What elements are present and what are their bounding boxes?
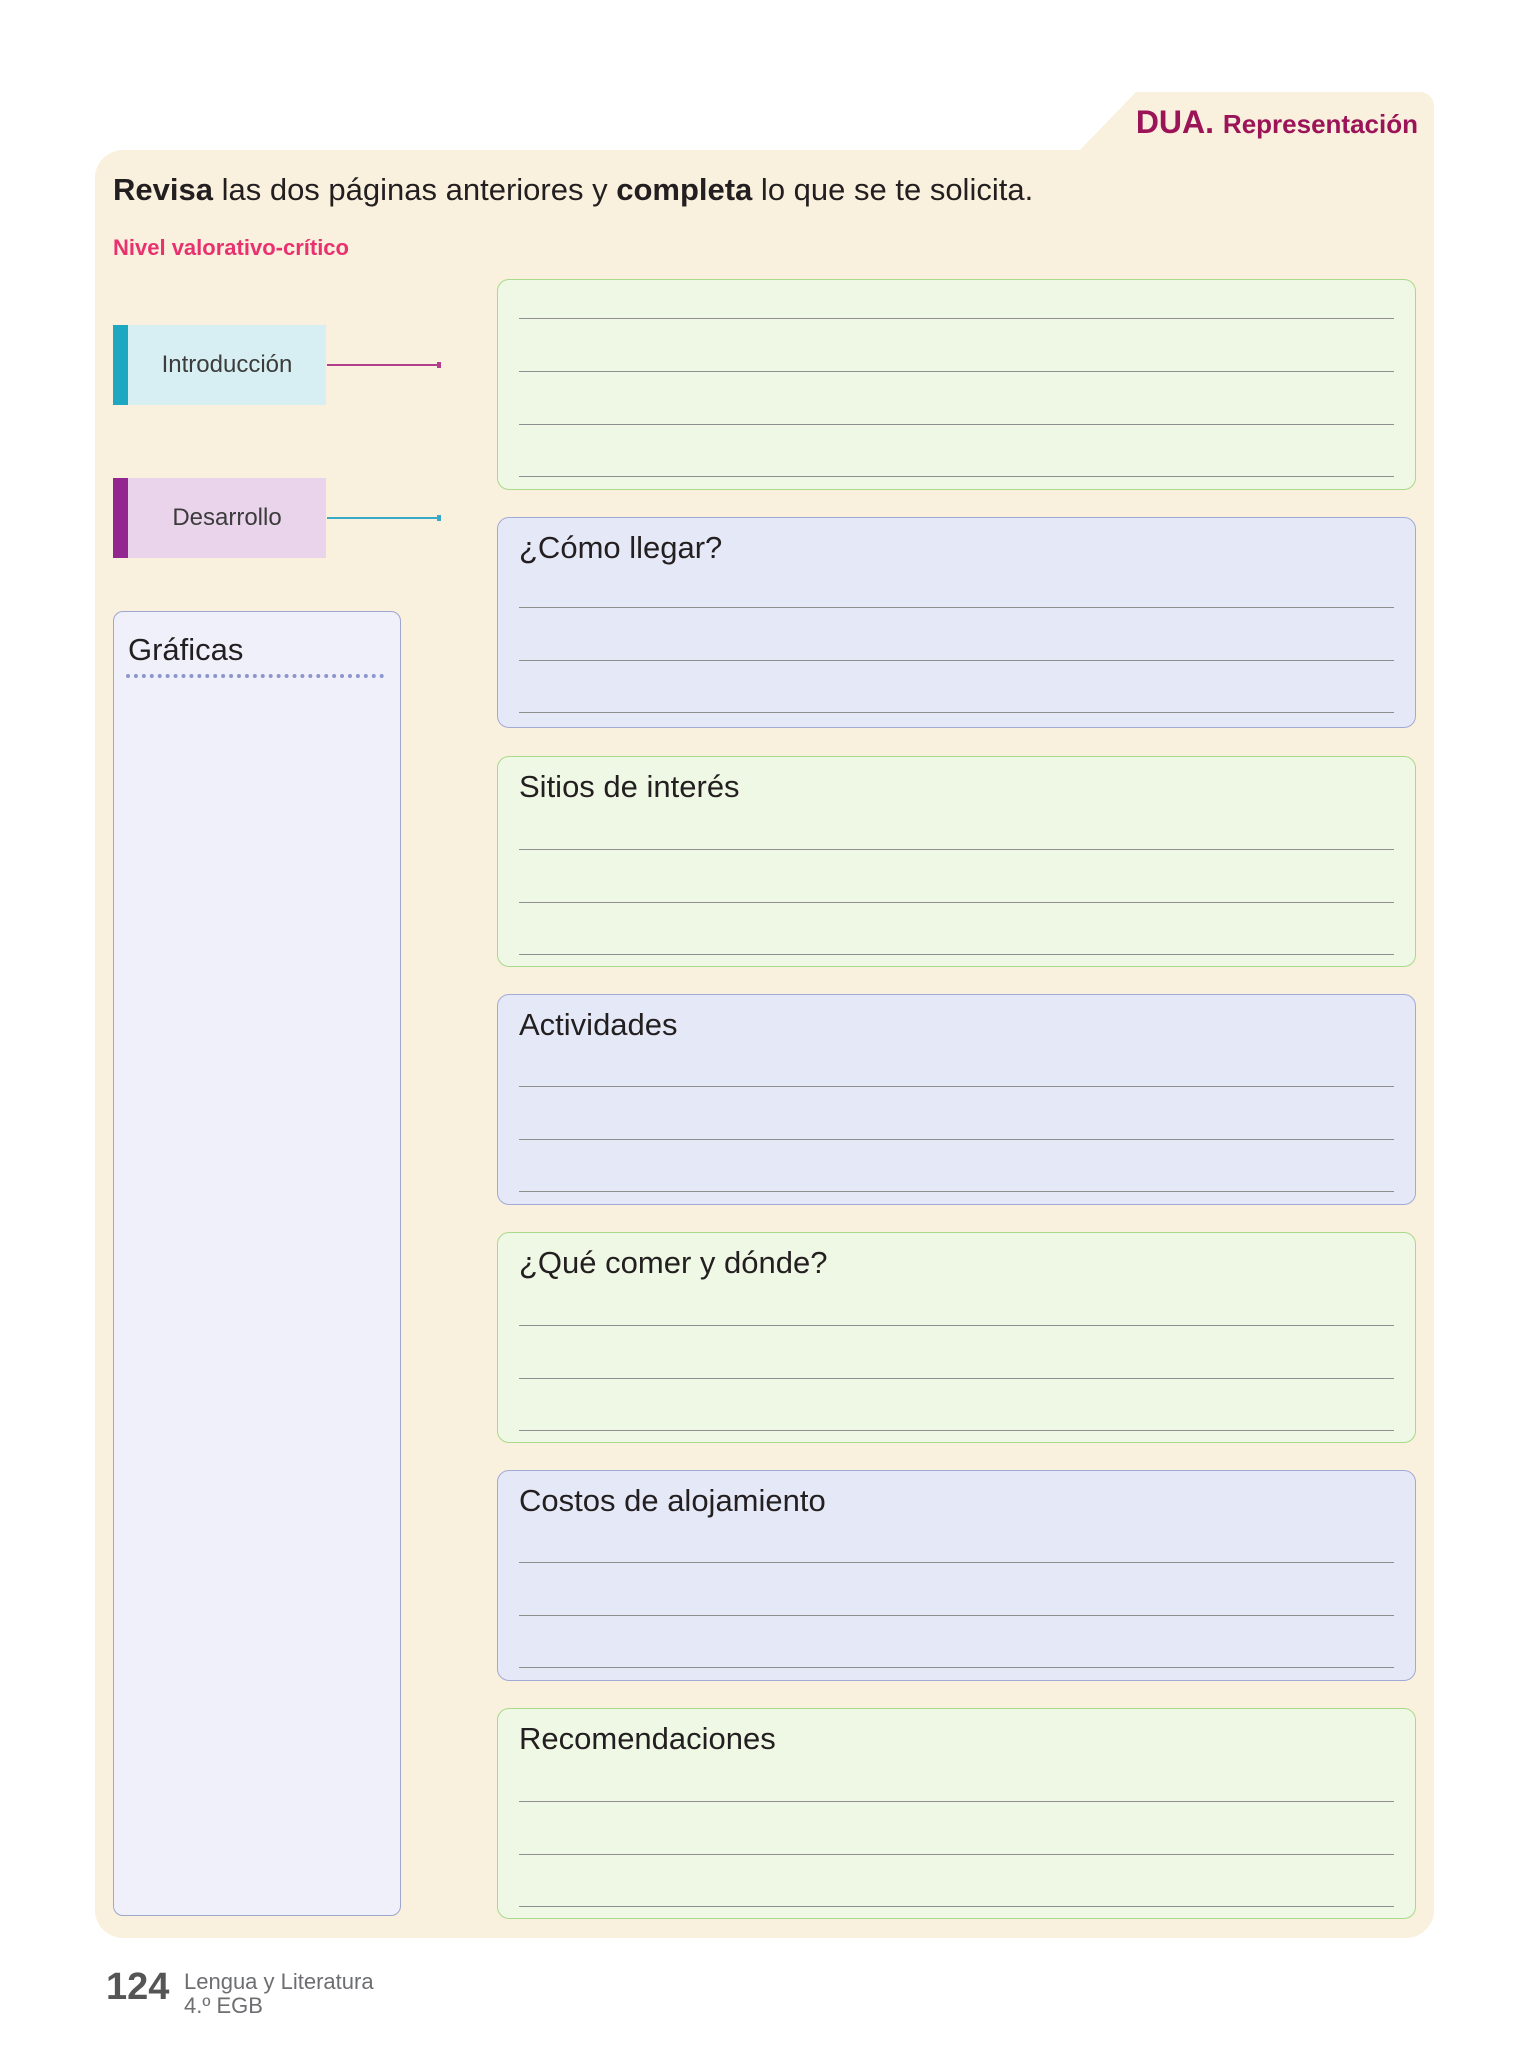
introduccion-label (113, 325, 326, 405)
introduccion-label-text: Introducción (161, 351, 293, 378)
footer-subject (184, 1970, 374, 2018)
desarrollo-label (113, 478, 326, 558)
writing-line (519, 371, 1394, 372)
desarrollo-color-bar (113, 478, 128, 558)
graficas-title: Gráficas (128, 632, 244, 667)
section-title: Recomendaciones (519, 1721, 776, 1756)
section-card-que-comer[interactable] (497, 1232, 1416, 1443)
section-title: ¿Cómo llegar? (519, 530, 723, 565)
writing-line (519, 1615, 1394, 1616)
writing-line (519, 1906, 1394, 1907)
writing-line (519, 1801, 1394, 1802)
writing-line (519, 1191, 1394, 1192)
dua-tag-bold: DUA. (1135, 104, 1215, 140)
section-card-costos-de-alojamiento[interactable] (497, 1470, 1416, 1681)
instruction-verb-completa: completa (616, 172, 753, 207)
writing-line (519, 660, 1394, 661)
instruction-text (113, 172, 1033, 208)
instruction-segment-2: lo que se te solicita. (752, 172, 1034, 207)
writing-line (519, 476, 1394, 477)
writing-line (519, 1854, 1394, 1855)
desarrollo-label-text: Desarrollo (172, 504, 282, 531)
graficas-dotted-divider (126, 674, 384, 678)
level-label: Nivel valorativo-crítico (113, 235, 349, 260)
writing-line (519, 1667, 1394, 1668)
section-title: Sitios de interés (519, 769, 740, 804)
section-card-recomendaciones[interactable] (497, 1708, 1416, 1919)
section-card-actividades[interactable] (497, 994, 1416, 1205)
instruction-verb-revisa: Revisa (113, 172, 213, 207)
section-card-sitios-de-interes[interactable] (497, 756, 1416, 967)
section-title: Actividades (519, 1007, 678, 1042)
section-title: Costos de alojamiento (519, 1483, 826, 1518)
writing-line (519, 902, 1394, 903)
writing-line (519, 1378, 1394, 1379)
introduccion-connector-arrow (327, 364, 439, 366)
writing-line (519, 954, 1394, 955)
section-card-como-llegar[interactable] (497, 517, 1416, 728)
dua-tag (1136, 104, 1418, 148)
writing-line (519, 318, 1394, 319)
writing-line (519, 424, 1394, 425)
instruction-segment-1: las dos páginas anteriores y (212, 172, 617, 207)
writing-line (519, 1139, 1394, 1140)
section-card-introduccion[interactable] (497, 279, 1416, 490)
introduccion-color-bar (113, 325, 128, 405)
writing-line (519, 1325, 1394, 1326)
desarrollo-connector-arrow (327, 517, 439, 519)
dua-tag-text: Representación (1222, 109, 1418, 139)
writing-line (519, 1430, 1394, 1431)
writing-line (519, 849, 1394, 850)
writing-line (519, 712, 1394, 713)
writing-line (519, 607, 1394, 608)
footer-grade: 4.º EGB (184, 1993, 263, 2018)
section-title: ¿Qué comer y dónde? (519, 1245, 828, 1280)
writing-line (519, 1562, 1394, 1563)
graficas-drawing-area[interactable] (113, 611, 401, 1916)
footer-subject-name: Lengua y Literatura (184, 1969, 374, 1994)
page-number: 124 (106, 1966, 170, 2008)
writing-line (519, 1086, 1394, 1087)
